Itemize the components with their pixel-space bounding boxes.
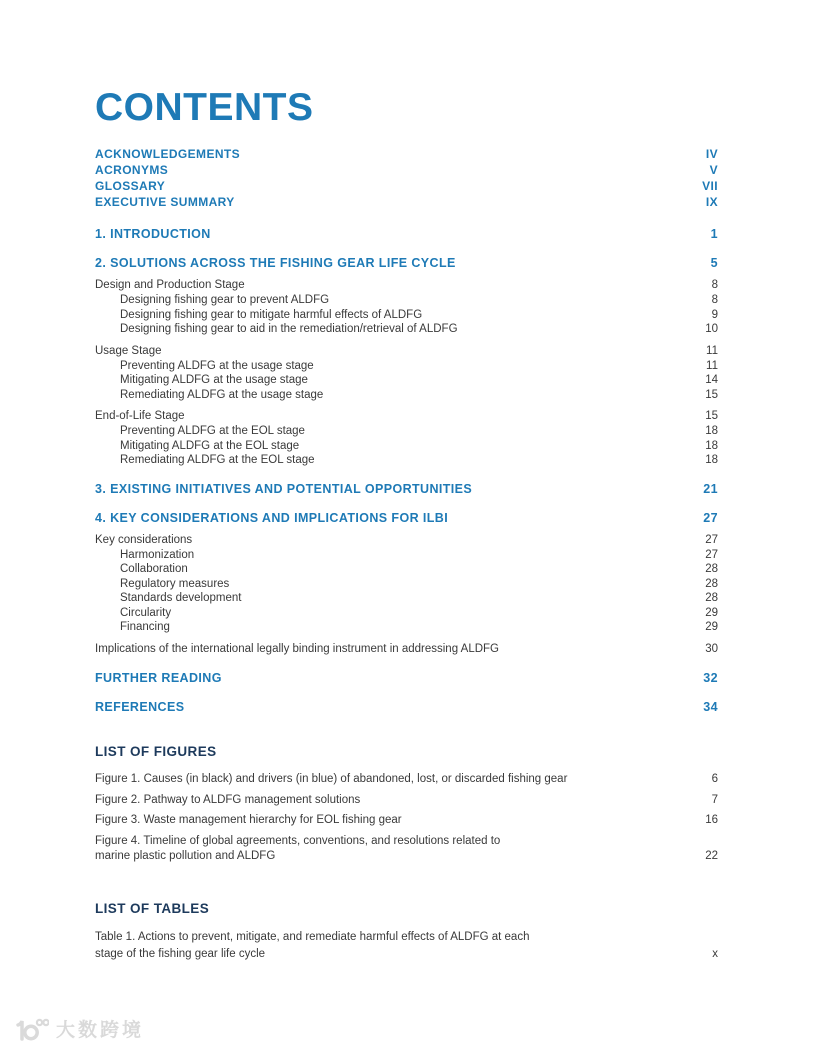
entry-page-number: VII xyxy=(702,179,718,193)
entry-page-number: 28 xyxy=(705,563,718,575)
entry-page-number: 28 xyxy=(705,577,718,590)
toc-sub-entry[interactable] xyxy=(95,606,718,621)
list-of-figures xyxy=(95,743,718,870)
entry-page-number: 11 xyxy=(706,344,718,357)
entry-label: 3. EXISTING INITIATIVES AND POTENTIAL OPPORTUNITIES xyxy=(95,481,473,496)
entry-page-number: 1 xyxy=(710,227,718,241)
frontmatter-entry[interactable] xyxy=(95,178,718,194)
list-of-tables xyxy=(95,900,718,967)
entry-label: Usage Stage xyxy=(95,344,162,357)
entry-label: ACRONYMS xyxy=(95,163,169,177)
frontmatter-entry[interactable] xyxy=(95,162,718,178)
entry-label: Collaboration xyxy=(120,563,188,575)
toc-section-heading[interactable] xyxy=(95,510,718,526)
entry-label: 2. SOLUTIONS ACROSS THE FISHING GEAR LIFE CYCLE xyxy=(95,256,456,270)
entry-label: Circularity xyxy=(120,606,172,619)
table-of-contents xyxy=(95,226,718,715)
watermark-text: 大数跨境 xyxy=(56,1019,145,1041)
watermark-logo-icon xyxy=(13,1016,49,1044)
toc-section-heading[interactable] xyxy=(95,255,718,271)
entry-page-number: 15 xyxy=(705,388,718,401)
toc-sub-entry[interactable] xyxy=(95,562,718,577)
frontmatter-entry[interactable] xyxy=(95,194,718,210)
entry-label: EXECUTIVE SUMMARY xyxy=(95,195,235,209)
toc-sub-entry[interactable] xyxy=(95,439,718,454)
entry-label: Financing xyxy=(120,621,170,633)
entry-label: Preventing ALDFG at the usage stage xyxy=(120,359,314,372)
entry-page-number: 11 xyxy=(706,359,718,372)
toc-sub-entry[interactable] xyxy=(95,388,718,403)
entry-label-line: Figure 3. Waste management hierarchy for EOL fishing gear xyxy=(95,814,402,826)
entry-label: Designing fishing gear to mitigate harmful effects of ALDFG xyxy=(120,308,423,321)
toc-sub-entry[interactable] xyxy=(95,548,718,563)
entry-label: Regulatory measures xyxy=(120,577,230,590)
entry-page-number: 22 xyxy=(705,850,718,862)
entry-label-line: stage of the fishing gear life cycle xyxy=(95,947,266,960)
entry-page-number: 32 xyxy=(703,670,718,685)
entry-page-number: V xyxy=(709,163,718,177)
page-title: CONTENTS xyxy=(95,86,314,129)
entry-label-line: Figure 2. Pathway to ALDFG management solutions xyxy=(95,793,361,806)
toc-sub-entry[interactable] xyxy=(95,577,718,592)
entry-page-number: 15 xyxy=(705,410,718,422)
entry-label: Remediating ALDFG at the EOL stage xyxy=(120,454,315,466)
entry-label: Design and Production Stage xyxy=(95,279,245,291)
toc-section-heading[interactable] xyxy=(95,226,718,242)
entry-label-line: Figure 1. Causes (in black) and drivers (in blue) of abandoned, lost, or discarded fishing gear xyxy=(95,773,568,785)
list-of-figures-rows xyxy=(95,772,718,865)
toc-group-entry[interactable] xyxy=(95,642,718,657)
entry-label: Harmonization xyxy=(120,548,195,561)
entry-page-number: 7 xyxy=(711,793,718,806)
toc-sub-entry[interactable] xyxy=(95,293,718,308)
entry-label xyxy=(95,772,678,788)
toc-sub-entry[interactable] xyxy=(95,322,718,337)
toc-sub-entry[interactable] xyxy=(95,591,718,606)
entry-label: Designing fishing gear to aid in the remediation/retrieval of ALDFG xyxy=(120,323,458,335)
entry-label: Mitigating ALDFG at the EOL stage xyxy=(120,439,300,452)
entry-page-number: 18 xyxy=(705,439,718,452)
toc-group-entry[interactable] xyxy=(95,409,718,424)
entry-label xyxy=(95,813,678,829)
entry-page-number: x xyxy=(712,947,718,960)
entry-page-number: IX xyxy=(705,195,718,209)
entry-label: Mitigating ALDFG at the usage stage xyxy=(120,374,308,386)
toc-sub-entry[interactable] xyxy=(95,424,718,439)
entry-page-number: 29 xyxy=(705,621,718,633)
toc-sub-entry[interactable] xyxy=(95,620,718,635)
entry-page-number: 6 xyxy=(711,773,718,785)
entry-page-number: 21 xyxy=(703,481,718,496)
toc-group-entry[interactable] xyxy=(95,533,718,548)
entry-page-number: 18 xyxy=(705,425,718,437)
entry-page-number: IV xyxy=(705,147,718,161)
entry-label: Key considerations xyxy=(95,533,193,546)
entry-page-number: 16 xyxy=(705,814,718,826)
frontmatter-entry[interactable] xyxy=(95,146,718,162)
entry-page-number: 27 xyxy=(705,533,718,546)
toc-section-heading[interactable] xyxy=(95,481,718,497)
figure-entry[interactable] xyxy=(95,772,718,788)
entry-page-number: 27 xyxy=(703,510,718,525)
toc-section-heading[interactable] xyxy=(95,670,718,686)
entry-page-number: 8 xyxy=(711,279,718,291)
entry-label: Standards development xyxy=(120,592,242,604)
entry-page-number: 29 xyxy=(705,606,718,619)
toc-group-entry[interactable] xyxy=(95,278,718,293)
watermark xyxy=(13,1016,144,1044)
entry-page-number: 14 xyxy=(705,374,718,386)
entry-label-line: Table 1. Actions to prevent, mitigate, and remediate harmful effects of ALDFG at each xyxy=(95,931,530,943)
entry-label: REFERENCES xyxy=(95,699,185,714)
toc-sub-entry[interactable] xyxy=(95,308,718,323)
toc-sub-entry[interactable] xyxy=(95,453,718,468)
toc-section-heading[interactable] xyxy=(95,699,718,715)
figure-entry[interactable] xyxy=(95,813,718,829)
entry-page-number: 27 xyxy=(705,548,718,561)
entry-label-line: Figure 4. Timeline of global agreements, conventions, and resolutions related to xyxy=(95,834,501,847)
entry-label: GLOSSARY xyxy=(95,179,166,193)
entry-label: Preventing ALDFG at the EOL stage xyxy=(120,425,305,437)
entry-page-number: 18 xyxy=(705,454,718,466)
figure-entry[interactable] xyxy=(95,793,718,809)
entry-label: 1. INTRODUCTION xyxy=(95,227,211,241)
entry-label: Remediating ALDFG at the usage stage xyxy=(120,388,324,401)
toc-sub-entry[interactable] xyxy=(95,373,718,388)
toc-group-entry[interactable] xyxy=(95,344,718,359)
entry-page-number: 5 xyxy=(710,256,718,270)
entry-page-number: 28 xyxy=(705,592,718,604)
entry-label: End-of-Life Stage xyxy=(95,410,185,422)
frontmatter-list xyxy=(95,146,718,210)
entry-label: ACKNOWLEDGEMENTS xyxy=(95,147,241,161)
entry-label xyxy=(95,793,678,809)
list-of-tables-rows xyxy=(95,929,718,962)
entry-label xyxy=(95,929,678,962)
list-of-figures-heading: LIST OF FIGURES xyxy=(95,744,217,759)
entry-label: Implications of the international legally binding instrument in addressing ALDFG xyxy=(95,642,499,655)
entry-label xyxy=(95,834,678,865)
entry-label: FURTHER READING xyxy=(95,670,222,685)
entry-page-number: 9 xyxy=(711,308,718,321)
entry-page-number: 8 xyxy=(711,294,718,306)
toc-sub-entry[interactable] xyxy=(95,359,718,374)
figure-entry[interactable] xyxy=(95,834,718,865)
table-entry[interactable] xyxy=(95,929,718,962)
entry-label-line: marine plastic pollution and ALDFG xyxy=(95,850,276,862)
entry-label: 4. KEY CONSIDERATIONS AND IMPLICATIONS FOR ILBI xyxy=(95,510,449,525)
entry-page-number: 10 xyxy=(705,323,718,335)
list-of-tables-heading: LIST OF TABLES xyxy=(95,901,210,916)
entry-page-number: 34 xyxy=(703,699,718,714)
entry-label: Designing fishing gear to prevent ALDFG xyxy=(120,294,330,306)
entry-page-number: 30 xyxy=(705,642,718,655)
